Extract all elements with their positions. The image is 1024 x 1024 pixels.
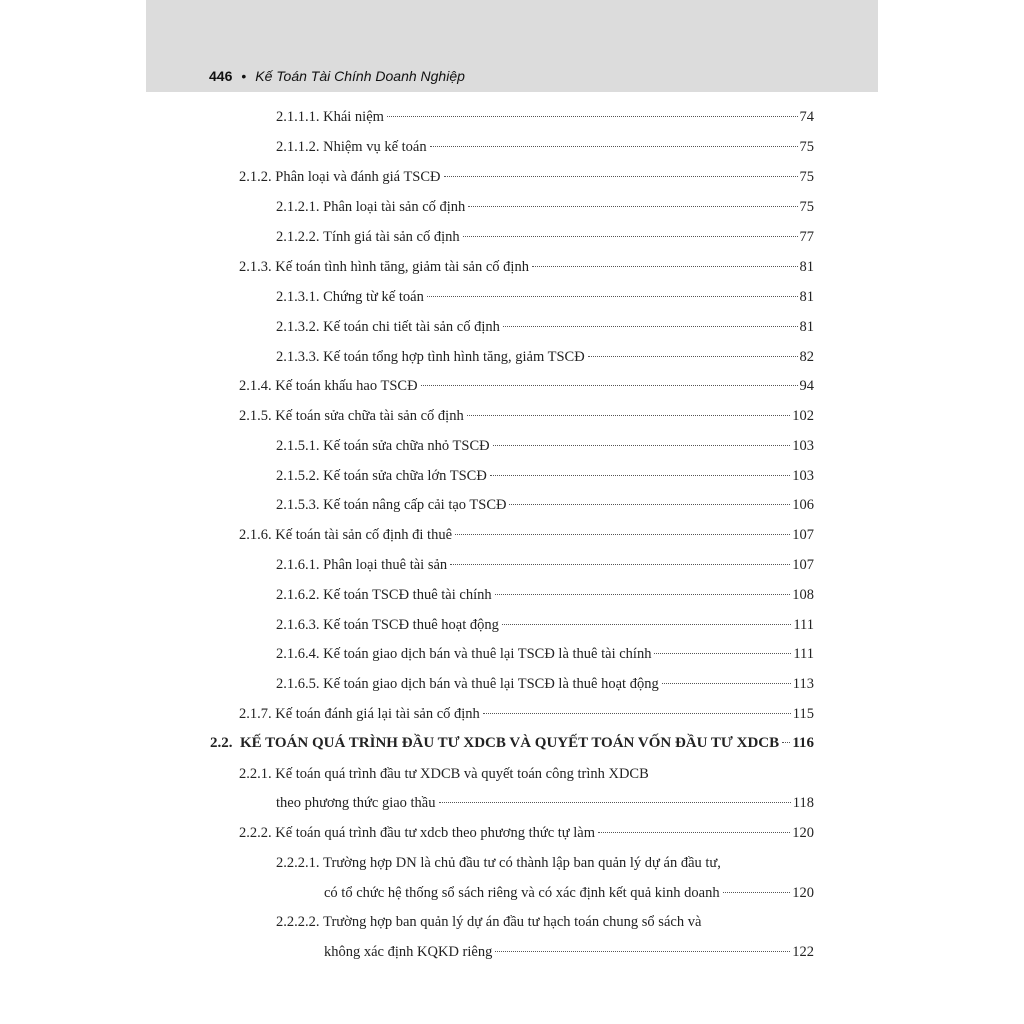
toc-title: Trường hợp DN là chủ đầu tư có thành lập ban quản lý dự án đầu tư, xyxy=(323,855,721,871)
dot-leader xyxy=(493,445,791,446)
toc-page: 108 xyxy=(792,587,814,603)
toc-page: 116 xyxy=(792,735,814,751)
dot-leader xyxy=(662,683,791,684)
toc-page: 120 xyxy=(792,825,814,841)
toc-entry xyxy=(276,496,814,514)
toc-entry-continuation xyxy=(324,884,814,902)
toc-page: 122 xyxy=(792,944,814,960)
toc-page: 111 xyxy=(793,617,814,633)
toc-entry xyxy=(276,108,814,126)
toc-title: Kế toán tài sản cố định đi thuê xyxy=(275,527,453,543)
dot-leader xyxy=(782,742,790,743)
toc-number: 2.1.5.2. xyxy=(276,468,320,484)
toc-page: 75 xyxy=(799,169,814,185)
toc-page: 115 xyxy=(792,706,814,722)
toc-title: Phân loại và đánh giá TSCĐ xyxy=(275,169,441,185)
toc-number: 2.1.6.4. xyxy=(276,646,320,662)
toc-number: 2.1.6.1. xyxy=(276,557,320,573)
toc-entry xyxy=(239,526,814,544)
dot-leader xyxy=(723,892,791,893)
toc-entry xyxy=(276,138,814,156)
toc-number: 2.1.3.1. xyxy=(276,289,320,305)
toc-page: 74 xyxy=(799,109,814,125)
dot-leader xyxy=(455,534,790,535)
toc-number: 2.1.4. xyxy=(239,378,272,394)
dot-leader xyxy=(509,504,790,505)
toc-title: Kế toán nâng cấp cải tạo TSCĐ xyxy=(323,497,507,513)
dot-leader xyxy=(430,146,798,147)
toc-page: 75 xyxy=(799,139,814,155)
dot-leader xyxy=(495,951,790,952)
toc-page: 107 xyxy=(792,557,814,573)
toc-entry xyxy=(276,288,814,306)
toc-entry xyxy=(239,377,814,395)
toc-entry xyxy=(276,854,814,872)
toc-entry xyxy=(276,348,814,366)
toc-number: 2.1.2. xyxy=(239,169,272,185)
toc-title: Chứng từ kế toán xyxy=(323,289,424,305)
toc-entry xyxy=(239,258,814,276)
dot-leader xyxy=(490,475,790,476)
running-header xyxy=(146,0,878,92)
dot-leader xyxy=(444,176,798,177)
toc-page: 94 xyxy=(799,378,814,394)
toc-page: 81 xyxy=(799,259,814,275)
toc-title: Kế toán tình hình tăng, giảm tài sản cố định xyxy=(275,259,529,275)
toc-number: 2.1.6.5. xyxy=(276,676,320,692)
toc-title: Kế toán giao dịch bán và thuê lại TSCĐ là thuê hoạt động xyxy=(323,676,659,692)
toc-title: Kế toán quá trình đầu tư XDCB và quyết toán công trình XDCB xyxy=(275,766,649,782)
toc-title: Phân loại thuê tài sản xyxy=(323,557,448,573)
toc-number: 2.1.5.3. xyxy=(276,497,320,513)
toc-title: Phân loại tài sản cố định xyxy=(323,199,466,215)
toc-number: 2.2. xyxy=(210,735,233,751)
toc-page: 81 xyxy=(799,289,814,305)
toc-entry xyxy=(239,168,814,186)
toc-number: 2.1.6.3. xyxy=(276,617,320,633)
toc-number: 2.1.6. xyxy=(239,527,272,543)
dot-leader xyxy=(427,296,798,297)
toc-entry xyxy=(276,913,814,931)
toc-entry xyxy=(239,765,814,783)
dot-leader xyxy=(467,415,791,416)
toc-title: KẾ TOÁN QUÁ TRÌNH ĐẦU TƯ XDCB VÀ QUYẾT TOÁN VỐN ĐẦU TƯ XDCB xyxy=(240,735,780,751)
toc-chapter-entry xyxy=(210,734,814,752)
toc-number: 2.1.2.1. xyxy=(276,199,320,215)
toc-entry xyxy=(276,645,814,663)
toc-page: 111 xyxy=(793,646,814,662)
toc-entry xyxy=(276,586,814,604)
toc-title: Kế toán TSCĐ thuê tài chính xyxy=(323,587,492,603)
dot-leader xyxy=(588,356,798,357)
toc-number: 2.1.3. xyxy=(239,259,272,275)
book-page xyxy=(146,0,878,1024)
toc-number: 2.2.2.2. xyxy=(276,914,320,930)
toc-number: 2.2.2.1. xyxy=(276,855,320,871)
toc-page: 77 xyxy=(799,229,814,245)
dot-leader xyxy=(439,802,791,803)
toc-title: Nhiệm vụ kế toán xyxy=(323,139,427,155)
toc-title: Kế toán TSCĐ thuê hoạt động xyxy=(323,617,499,633)
toc-title: Tính giá tài sản cố định xyxy=(323,229,460,245)
toc-page: 82 xyxy=(799,349,814,365)
toc-title: Kế toán đánh giá lại tài sản cố định xyxy=(275,706,480,722)
dot-leader xyxy=(450,564,790,565)
toc-number: 2.1.6.2. xyxy=(276,587,320,603)
header-separator: • xyxy=(241,68,247,84)
toc-number: 2.1.1.1. xyxy=(276,109,320,125)
toc-number: 2.1.1.2. xyxy=(276,139,320,155)
toc-title: Kế toán sửa chữa lớn TSCĐ xyxy=(323,468,487,484)
toc-entry xyxy=(276,675,814,693)
toc-entry xyxy=(239,824,814,842)
header-line xyxy=(209,68,465,84)
toc-page: 106 xyxy=(792,497,814,513)
toc-entry xyxy=(276,228,814,246)
toc-number: 2.1.5.1. xyxy=(276,438,320,454)
toc-number: 2.1.2.2. xyxy=(276,229,320,245)
toc-title-continued: có tổ chức hệ thống sổ sách riêng và có xác định kết quả kinh doanh xyxy=(324,885,720,901)
toc-page: 118 xyxy=(792,795,814,811)
dot-leader xyxy=(502,624,791,625)
toc-entry xyxy=(276,198,814,216)
toc-number: 2.1.5. xyxy=(239,408,272,424)
toc-entry xyxy=(276,437,814,455)
toc-page: 113 xyxy=(792,676,814,692)
toc-page: 103 xyxy=(792,438,814,454)
page-number: 446 xyxy=(209,68,233,84)
dot-leader xyxy=(598,832,790,833)
toc-page: 75 xyxy=(799,199,814,215)
dot-leader xyxy=(495,594,791,595)
toc-title: Kế toán tổng hợp tình hình tăng, giảm TSCĐ xyxy=(323,349,585,365)
dot-leader xyxy=(463,236,798,237)
toc-number: 2.2.2. xyxy=(239,825,272,841)
book-title: Kế Toán Tài Chính Doanh Nghiệp xyxy=(255,68,465,84)
toc-entry-continuation xyxy=(276,794,814,812)
toc-page: 107 xyxy=(792,527,814,543)
toc-title-continued: không xác định KQKD riêng xyxy=(324,944,493,960)
toc-page: 120 xyxy=(792,885,814,901)
dot-leader xyxy=(483,713,791,714)
toc-number: 2.2.1. xyxy=(239,766,272,782)
toc-entry xyxy=(276,467,814,485)
toc-entry xyxy=(276,616,814,634)
toc-page: 102 xyxy=(792,408,814,424)
dot-leader xyxy=(387,116,798,117)
toc-page: 103 xyxy=(792,468,814,484)
dot-leader xyxy=(654,653,791,654)
toc-title: Khái niệm xyxy=(323,109,384,125)
dot-leader xyxy=(503,326,798,327)
toc-entry-continuation xyxy=(324,943,814,961)
toc-title: Kế toán sửa chữa tài sản cố định xyxy=(275,408,464,424)
toc-title-continued: theo phương thức giao thầu xyxy=(276,795,436,811)
toc-title: Kế toán sửa chữa nhỏ TSCĐ xyxy=(323,438,490,454)
toc-title: Kế toán khấu hao TSCĐ xyxy=(275,378,418,394)
toc-entry xyxy=(276,556,814,574)
toc-entry xyxy=(276,318,814,336)
toc-number: 2.1.7. xyxy=(239,706,272,722)
toc-title: Kế toán giao dịch bán và thuê lại TSCĐ là thuê tài chính xyxy=(323,646,652,662)
dot-leader xyxy=(468,206,797,207)
dot-leader xyxy=(421,385,798,386)
dot-leader xyxy=(532,266,798,267)
toc-entry xyxy=(239,705,814,723)
toc-title: Trường hợp ban quản lý dự án đầu tư hạch toán chung sổ sách và xyxy=(323,914,702,930)
toc-title: Kế toán quá trình đầu tư xdcb theo phương thức tự làm xyxy=(275,825,596,841)
toc-title: Kế toán chi tiết tài sản cố định xyxy=(323,319,500,335)
toc-entry xyxy=(239,407,814,425)
toc-page: 81 xyxy=(799,319,814,335)
toc-number: 2.1.3.3. xyxy=(276,349,320,365)
toc-number: 2.1.3.2. xyxy=(276,319,320,335)
